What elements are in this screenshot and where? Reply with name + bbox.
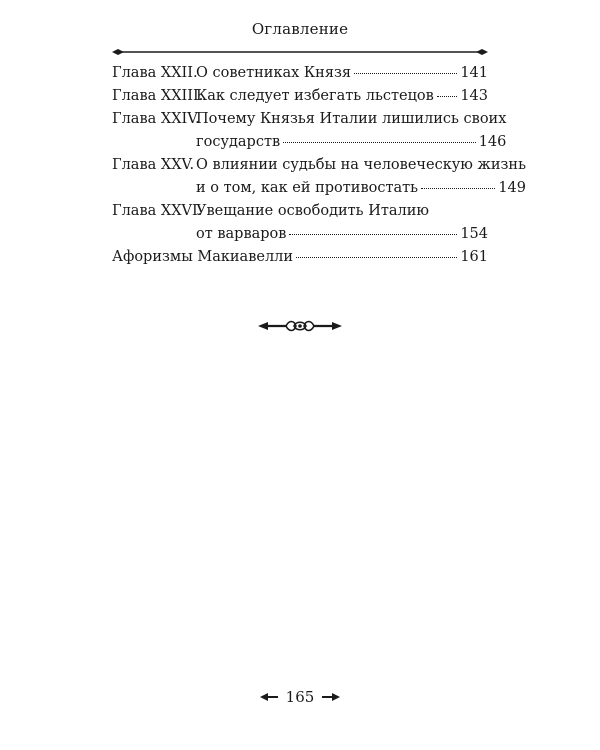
toc-entry-label: Глава XXV. [112, 157, 195, 173]
leader-dots [354, 73, 457, 74]
toc-entry-page: 143 [460, 88, 488, 104]
folio [0, 688, 600, 706]
toc-entry-label: Глава XXII. [112, 65, 198, 81]
leader-dots [437, 96, 457, 97]
toc-entry-title-cont: от варваров [196, 226, 287, 242]
toc-entry-title: Увещание освободить Италию [196, 203, 429, 219]
toc-entry-title-cont: и о том, как ей противостать [196, 180, 419, 196]
toc-entry-label: Глава XXVI. [112, 203, 203, 219]
toc-entry-title: Почему Князья Италии лишились своих [196, 111, 507, 127]
leader-dots [296, 257, 457, 258]
page-number: 165 [285, 688, 315, 706]
toc-entry-page: 141 [460, 65, 488, 81]
table-of-contents [112, 62, 526, 269]
toc-entry-title: О влиянии судьбы на человеческую жизнь [196, 157, 526, 173]
toc-entry-label: Афоризмы Макиавелли [112, 249, 294, 265]
toc-entry-title: Как следует избегать льстецов [196, 88, 434, 104]
toc-entry[interactable] [112, 108, 507, 154]
toc-entry-title: О советниках Князя [196, 65, 352, 81]
leader-dots [283, 142, 476, 143]
toc-entry-label: Глава XXIV. [112, 111, 200, 127]
toc-entry-page: 149 [498, 180, 526, 196]
toc-entry-page: 161 [460, 249, 488, 265]
toc-entry-label: Глава XXIII. [112, 88, 204, 104]
toc-entry[interactable] [112, 246, 488, 269]
toc-entry-page: 154 [460, 226, 488, 242]
toc-entry-page: 146 [478, 134, 507, 150]
leader-dots [289, 234, 457, 235]
toc-entry[interactable] [112, 62, 488, 85]
toc-entry[interactable] [112, 154, 526, 200]
running-head-title: Оглавление [251, 20, 349, 38]
toc-entry[interactable] [112, 85, 488, 108]
toc-entry-title-cont: государств [196, 134, 281, 150]
arrow-right-icon [322, 693, 340, 701]
fleuron-ornament [258, 318, 342, 334]
leader-dots [421, 188, 495, 189]
arrow-left-icon [260, 693, 278, 701]
header-rule [112, 47, 488, 57]
toc-entry[interactable] [112, 200, 488, 246]
